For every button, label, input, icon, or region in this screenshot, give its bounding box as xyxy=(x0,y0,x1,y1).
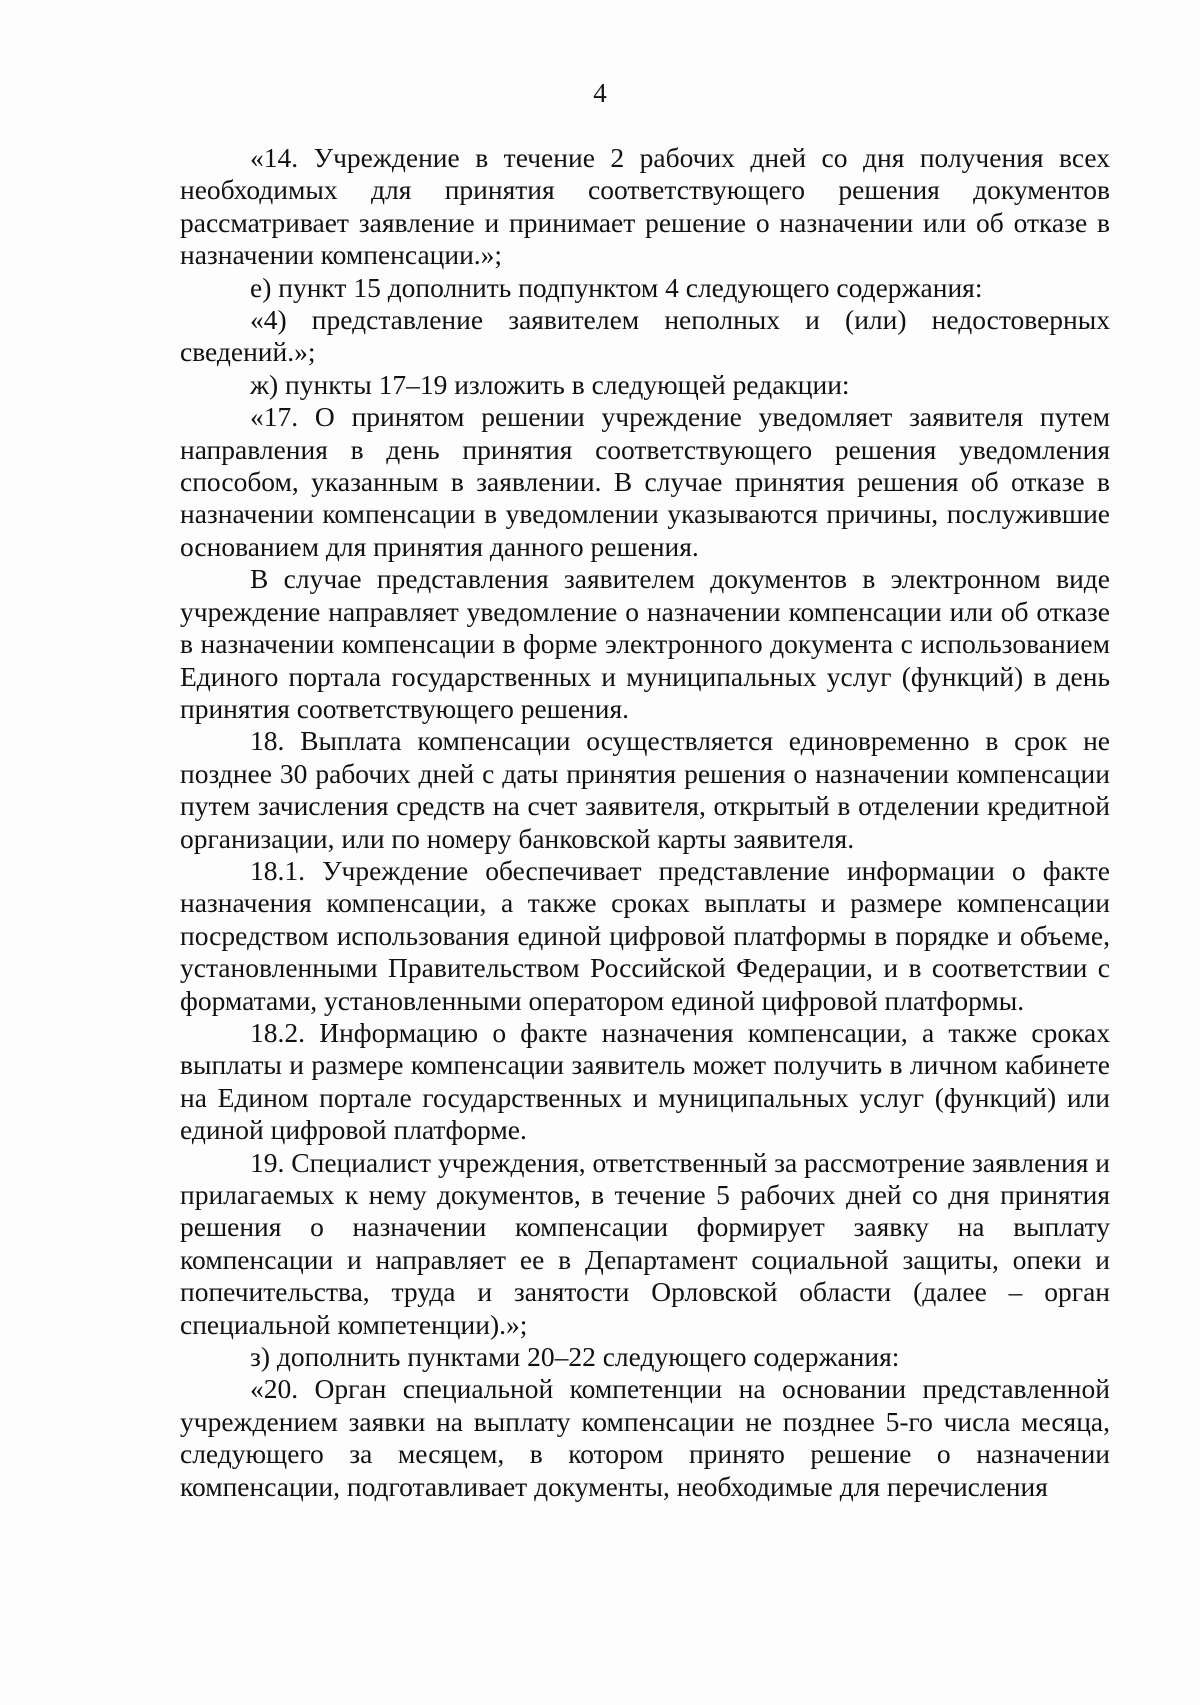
document-body xyxy=(180,142,1110,1503)
paragraph-20: «20. Орган специальной компетенции на основании представленной учреждением заявки на выплату компенсации не позднее 5-го числа месяца, следующего за месяцем, в котором принято решение о назначении компенсации, подготавливает документы, необходимые для перечисления xyxy=(180,1373,1110,1502)
paragraph-4: «4) представление заявителем неполных и (или) недостоверных сведений.»; xyxy=(180,304,1110,368)
paragraph-e: е) пункт 15 дополнить подпунктом 4 следующего содержания: xyxy=(250,271,983,303)
paragraph-14: «14. Учреждение в течение 2 рабочих дней со дня получения всех необходимых для принятия соответствующего решения документов рассматривает заявление и принимает решение о назначении или об отказе в назначении компенсации.»; xyxy=(180,142,1110,271)
paragraph-zh: ж) пункты 17–19 изложить в следующей редакции: xyxy=(250,368,850,400)
paragraph-electronic: В случае представления заявителем документов в электронном виде учреждение направляет уведомление о назначении компенсации или об отказе в назначении компенсации в форме электронного документа с использованием Единого портала государственных и муниципальных услуг (функций) в день принятия соответствующего решения. xyxy=(180,563,1110,724)
paragraph-18-2: 18.2. Информацию о факте назначения компенсации, а также сроках выплаты и размере компенсации заявитель может получить в личном кабинете на Едином портале государственных и муниципальных услуг (функций) или единой цифровой платформе. xyxy=(180,1016,1110,1146)
paragraph-17: «17. О принятом решении учреждение уведомляет заявителя путем направления в день принятия соответствующего решения уведомления способом, указанным в заявлении. В случае принятия решения об отказе в назначении компенсации в уведомлении указываются причины, послужившие основанием для принятия данного решения. xyxy=(180,401,1110,562)
paragraph-19: 19. Специалист учреждения, ответственный за рассмотрение заявления и прилагаемых к нему документов, в течение 5 рабочих дней со дня принятия решения о назначении компенсации формирует заявку на выплату компенсации и направляет ее в Департамент социальной защиты, опеки и попечительства, труда и занятости Орловской области (далее – орган специальной компетенции).»; xyxy=(180,1146,1110,1340)
paragraph-18-1: 18.1. Учреждение обеспечивает представление информации о факте назначения компенсации, а также сроках выплаты и размере компенсации посредством использования единой цифровой платформы в порядке и объеме, установленными Правительством Российской Федерации, и в соответствии с форматами, установленными оператором единой цифровой платформы. xyxy=(180,854,1110,1016)
paragraph-z: з) дополнить пунктами 20–22 следующего содержания: xyxy=(250,1341,900,1373)
page-number: 4 xyxy=(593,78,607,108)
paragraph-18: 18. Выплата компенсации осуществляется единовременно в срок не позднее 30 рабочих дней с даты принятия решения о назначении компенсации путем зачисления средств на счет заявителя, открытый в отделении кредитной организации, или по номеру банковской карты заявителя. xyxy=(180,725,1110,854)
